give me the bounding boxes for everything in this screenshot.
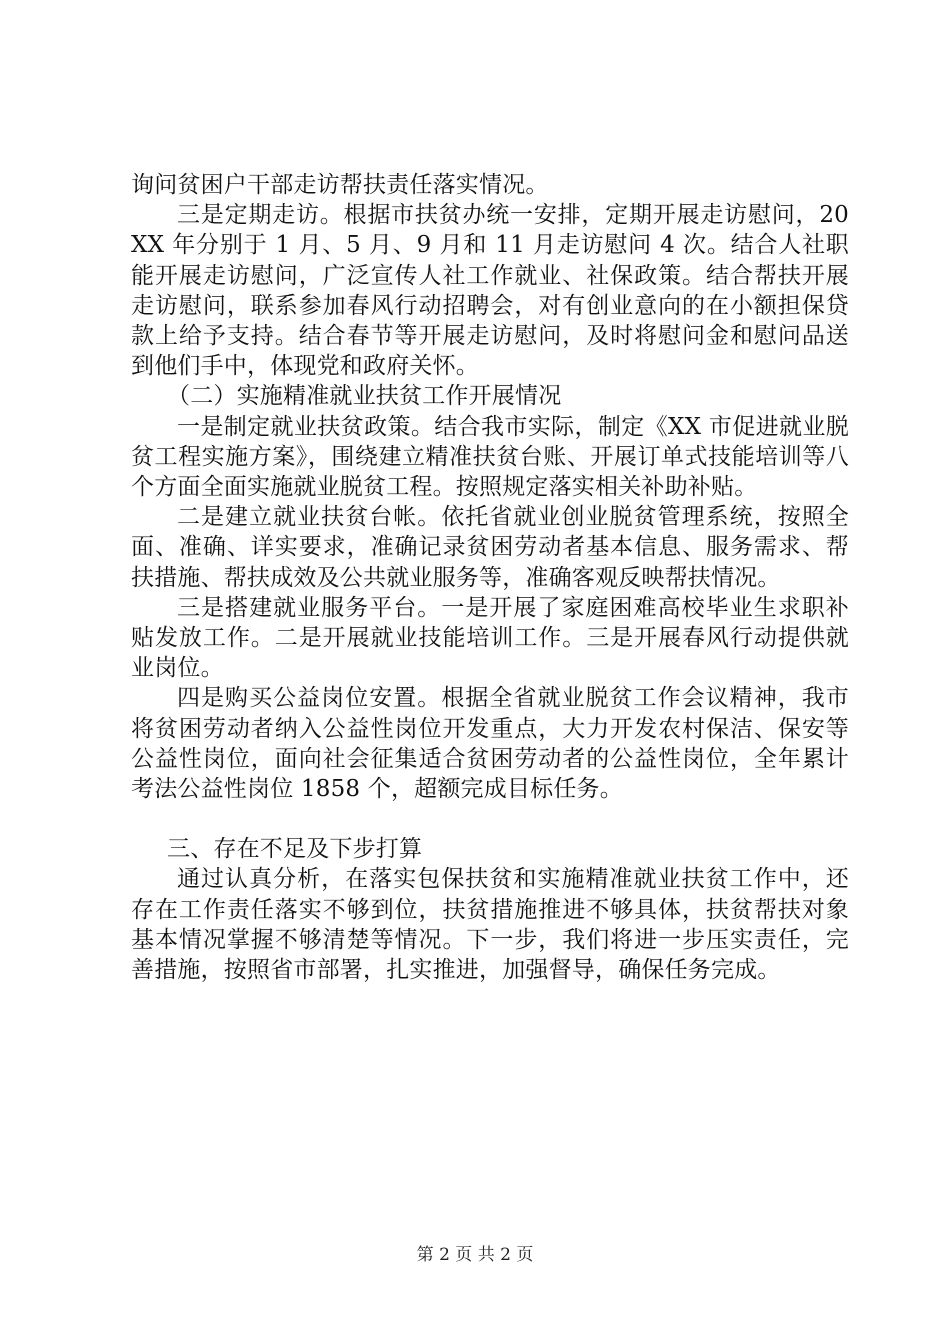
paragraph-analysis-next-steps: 通过认真分析，在落实包保扶贫和实施精准就业扶贫工作中，还存在工作责任落实不够到位，扶贫措施推进不够具体，扶贫帮扶对象基本情况掌握不够清楚等情况。下一步，我们将进一步压实责任，完善措施，按照省市部署，扎实推进，加强督导，确保任务完成。 [131,866,849,984]
paragraph-service-platform: 三是搭建就业服务平台。一是开展了家庭困难高校毕业生求职补贴发放工作。二是开展就业技能培训工作。三是开展春风行动提供就业岗位。 [131,594,849,682]
section-heading-shortcomings-next-steps: 三、存在不足及下步打算 [167,836,423,863]
paragraph-regular-visits: 三是定期走访。根据市扶贫办统一安排，定期开展走访慰问，20XX 年分别于 1 月、5 月、9 月和 11 月走访慰问 4 次。结合人社职能开展走访慰问，广泛宣传人社工作就业、社保政策。结合帮扶开展走访慰问，联系参加春风行动招聘会，对有创业意向的在小额担保贷款上给予支持。结合春节等开展走访慰问，及时将慰问金和慰问品送到他们手中，体现党和政府关怀。 [131,202,849,380]
page-footer: 第 2 页 共 2 页 [416,1245,534,1265]
paragraph-employment-ledger: 二是建立就业扶贫台帐。依托省就业创业脱贫管理系统，按照全面、准确、详实要求，准确记录贫困劳动者基本信息、服务需求、帮扶措施、帮扶成效及公共就业服务等，准确客观反映帮扶情况。 [131,504,849,591]
section-heading-employment-poverty-alleviation: （二）实施精准就业扶贫工作开展情况 [167,383,562,410]
paragraph-gap [131,804,849,834]
paragraph-continuation: 询问贫困户干部走访帮扶责任落实情况。 [131,172,549,198]
paragraph-employment-policy: 一是制定就业扶贫政策。结合我市实际，制定《XX 市促进就业脱贫工程实施方案》，围绕建立精准扶贫台账、开展订单式技能培训等八个方面全面实施就业脱贫工程。按照规定落实相关补助补贴。 [131,413,849,501]
paragraph-public-welfare-posts: 四是购买公益岗位安置。根据全省就业脱贫工作会议精神，我市将贫困劳动者纳入公益性岗位开发重点，大力开发农村保洁、保安等公益性岗位，面向社会征集适合贫困劳动者的公益性岗位，全年累计考法公益性岗位 1858 个，超额完成目标任务。 [131,685,849,803]
document-body [131,170,849,985]
